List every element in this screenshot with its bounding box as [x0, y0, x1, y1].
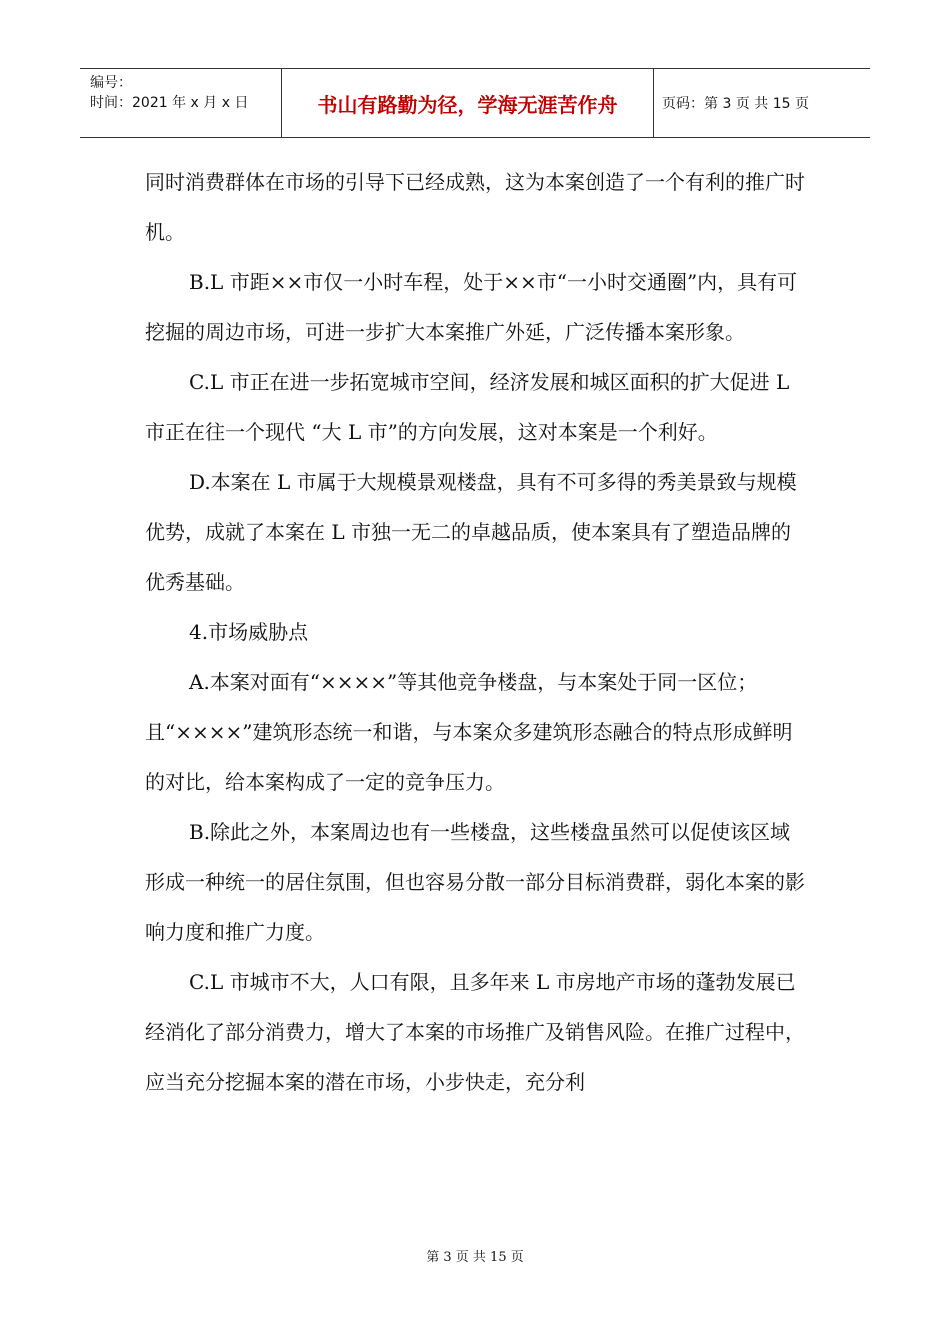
header-motto: 书山有路勤为径，学海无涯苦作舟	[282, 69, 654, 137]
paragraph: C.L 市城市不大，人口有限，且多年来 L 市房地产市场的蓬勃发展已经消化了部分消费力，增大了本案的市场推广及销售风险。在推广过程中，应当充分挖掘本案的潜在市场，小步快走，充分利	[145, 970, 805, 1094]
page-header	[80, 68, 870, 138]
paragraph: 同时消费群体在市场的引导下已经成熟，这为本案创造了一个有利的推广时机。	[145, 170, 805, 244]
paragraph: A.本案对面有“××××”等其他竞争楼盘，与本案处于同一区位；且“××××”建筑形态统一和谐，与本案众多建筑形态融合的特点形成鲜明的对比，给本案构成了一定的竞争压力。	[145, 670, 793, 794]
paragraph: D.本案在 L 市属于大规模景观楼盘，具有不可多得的秀美景致与规模优势，成就了本案在 L 市独一无二的卓越品质，使本案具有了塑造品牌的优秀基础。	[145, 470, 797, 594]
paragraph: B.L 市距××市仅一小时车程，处于××市“一小时交通圈”内，具有可挖掘的周边市场，可进一步扩大本案推广外延，广泛传播本案形象。	[145, 270, 798, 344]
number-label: 编号：	[90, 75, 132, 91]
time-label: 时间：2021 年 x 月 x 日	[90, 95, 249, 111]
paragraph: 4.市场威胁点	[189, 620, 309, 644]
paragraph: C.L 市正在进一步拓宽城市空间，经济发展和城区面积的扩大促进 L 市正在往一个现代 “大 L 市”的方向发展，这对本案是一个利好。	[145, 370, 790, 444]
page-footer: 第 3 页 共 15 页	[426, 1250, 524, 1265]
document-body	[145, 157, 810, 1107]
header-page-info: 页码：第 3 页 共 15 页	[662, 96, 809, 112]
paragraph: B.除此之外，本案周边也有一些楼盘，这些楼盘虽然可以促使该区域形成一种统一的居住氛围，但也容易分散一部分目标消费群，弱化本案的影响力度和推广力度。	[145, 820, 805, 944]
header-meta	[80, 69, 282, 137]
